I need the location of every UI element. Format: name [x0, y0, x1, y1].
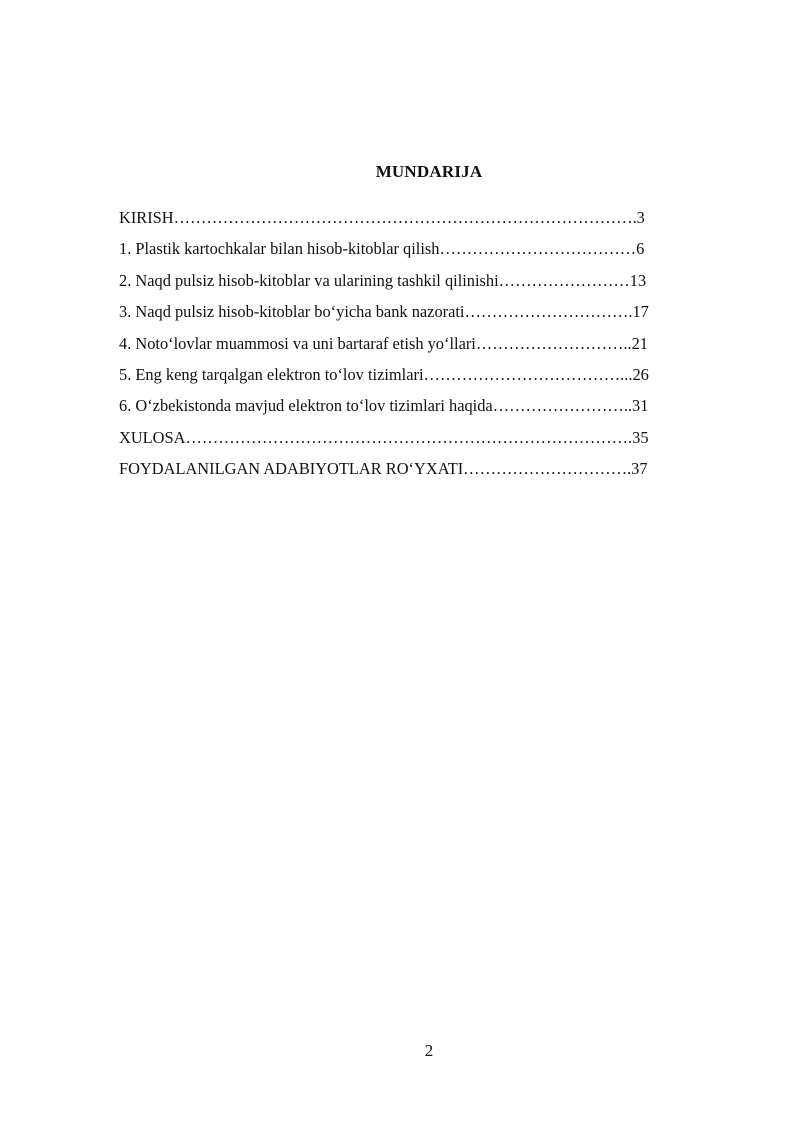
toc-entry-adabiyotlar: FOYDALANILGAN ADABIYOTLAR RO‘YXATI………………………….37 — [119, 459, 648, 479]
page-title: MUNDARIJA — [375, 162, 483, 181]
toc-entry-4: 4. Noto‘lovlar muammosi va uni bartaraf etish yo‘llari………………………..21 — [119, 333, 648, 353]
table-of-contents — [119, 206, 739, 489]
page-number: 2 — [424, 1041, 434, 1060]
toc-entry-5: 5. Eng keng tarqalgan elektron to‘lov tizimlari………………………………...26 — [119, 364, 649, 384]
toc-entry-3: 3. Naqd pulsiz hisob-kitoblar bo‘yicha bank nazorati………………………….17 — [119, 302, 649, 322]
toc-entry-2: 2. Naqd pulsiz hisob-kitoblar va ularining tashkil qilinishi……………………13 — [119, 270, 647, 290]
toc-entry-6: 6. O‘zbekistonda mavjud elektron to‘lov tizimlari haqida……………………..31 — [119, 396, 649, 416]
toc-entry-1: 1. Plastik kartochkalar bilan hisob-kitoblar qilish………………………………6 — [119, 239, 645, 259]
toc-entry-kirish: KIRISH………………………………………………………………………….3 — [119, 208, 645, 227]
toc-entry-xulosa: XULOSA……………………………………………………………………….35 — [119, 427, 649, 447]
